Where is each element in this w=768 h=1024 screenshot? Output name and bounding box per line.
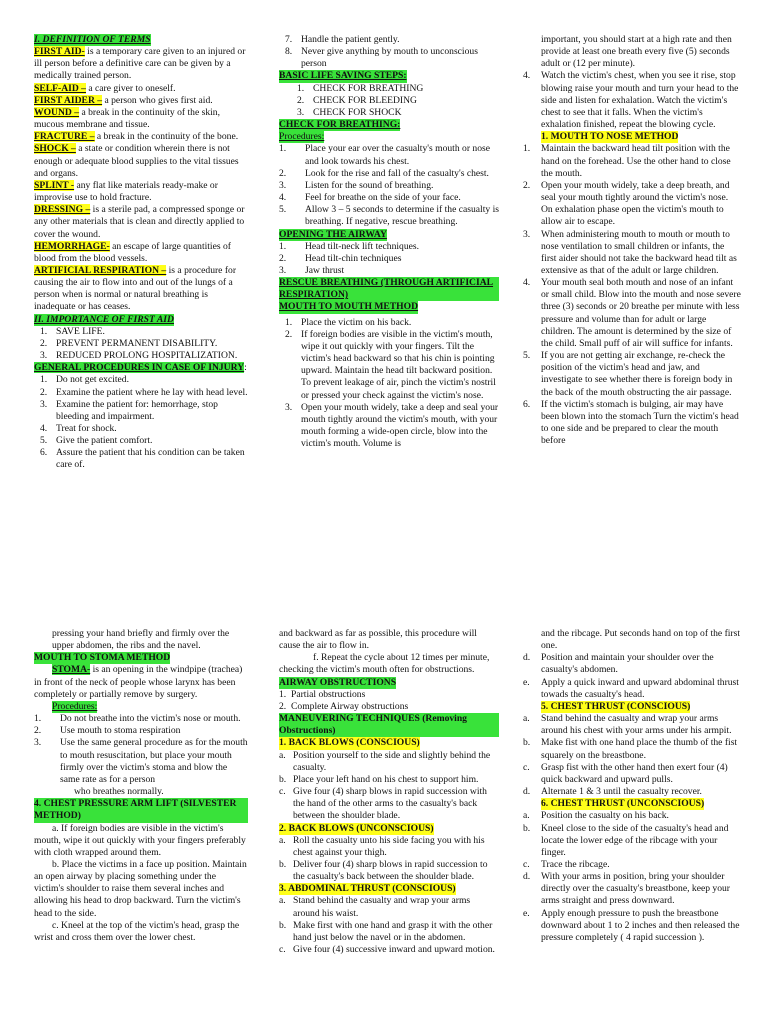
list-marker: 1. [40,325,48,337]
list-item [523,713,741,737]
list-item [523,810,741,822]
list-text: Place your left hand on his chest to support him. [293,773,479,785]
list-text: Stand behind the casualty and wrap your arms around his waist. [293,895,471,919]
list-item [523,823,741,859]
list-text: Give four (4) sharp blows in rapid succession with the hand of the other arms to the casualty's back between the shoulder blade. [293,786,487,822]
list-text: Your mouth seal both mouth and nose of an infant or small child. Blow into the mouth and nose severe three (3) seconds or 20 breathe per minute with less pressure and volume than for adult or large children. The amount is determined by the size of the child. Small puff of air will suffice for infants. [541,277,741,349]
list-item [34,350,248,362]
list-item [523,229,741,278]
definition-text: a care giver to oneself. [85,82,176,94]
list-marker: 1. [279,688,287,700]
list-item [279,774,499,786]
list-text: Apply enough pressure to push the breastbone downward about 1 to 2 inches and then released the pressure completely ( 4 rapid succession ). [541,907,740,943]
definition-item [34,95,248,107]
list-marker: 2. [279,700,287,712]
list-marker: e. [523,676,530,688]
list-marker: d. [523,652,531,664]
list-marker: b. [279,858,287,870]
definition-item [34,46,248,82]
definition-term: FIRST AIDER – [34,94,103,106]
list-text: Use mouth to stoma respiration [60,725,181,737]
list-item [279,944,499,956]
list-text: When administering mouth to mouth or mouth to nose ventilation to small children or infants, the first aider should not take the backward head tilt as extensive as that of the adult or large children. [541,228,737,276]
abdominal-thrust-list [279,895,499,956]
list-marker: a. [523,713,530,725]
list-text: Do not get excited. [56,374,129,386]
list-marker: c. [279,944,286,956]
continued-paragraph: and backward as far as possible, this procedure will cause the air to flow in. [279,628,477,652]
list-text: Apply a quick inward and upward abdominal thrust towads the casualty's head. [541,676,739,700]
list-item [523,762,741,786]
mouth-to-stoma-tail: who breathes normally. [74,786,164,798]
airway-obstructions-list [279,689,499,713]
list-marker: 3. [285,401,293,413]
list-text: Use the same general procedure as for the mouth to mouth resuscitation, but place your mouth firmly over the victim's stoma and blow the same rate as for a person [60,737,248,785]
list-item [523,350,741,399]
list-marker: c. [279,786,286,798]
chest-thrust-unconscious-list [523,810,741,944]
list-item [279,835,499,859]
definition-term: FRACTURE – [34,131,95,143]
definition-item [34,180,248,204]
list-marker: b. [279,919,287,931]
list-text: Position and maintain your shoulder over the casualty's abdomen. [541,652,714,676]
definition-item [34,204,248,240]
list-item [34,326,248,338]
chest-pressure-step-f: f. Repeat the cycle about 12 times per minute, checking the victim's mouth often for obstructions. [279,652,490,676]
mouth-to-mouth-list [279,317,499,451]
top-column-2 [279,34,499,450]
check-breathing-list [279,143,499,228]
definition-text: a break in the continuity of the bone. [94,131,239,143]
section-heading-abdominal-thrust: 3. ABDOMINAL THRUST (CONSCIOUS) [279,883,456,895]
section-heading-chest-thrust-conscious: 5. CHEST THRUST (CONSCIOUS) [541,700,691,712]
mouth-to-nose-list [523,143,741,447]
procedures-label: Procedures: [279,131,325,143]
list-item [279,402,499,451]
list-marker: 1. [279,143,287,155]
list-marker: 2. [523,179,531,191]
chest-pressure-step-b: b. Place the victims in a face up position. Maintain an open airway by placing something under the victim's shoulder to raise them several inches and allowing his head to drop backward. Turn the victim's head to the side. [34,858,247,919]
general-procedures-list-continued [279,34,499,70]
list-item [279,34,499,46]
list-item [279,265,499,277]
definition-text: a state or condition wherein there is not enough or adequate blood supplies to the vital tissues and organs. [34,143,239,179]
top-column-1 [34,34,248,472]
importance-list [34,326,248,362]
mouth-to-stoma-list [34,713,248,786]
list-marker: 2. [40,386,48,398]
list-text: Handle the patient gently. [301,34,400,45]
list-item [523,871,741,907]
list-item [523,180,741,229]
list-text: Feel for breathe on the side of your face. [305,192,461,204]
definition-item [34,265,248,314]
list-text: Look for the rise and fall of the casualty's chest. [305,167,489,179]
chest-thrust-conscious-list [523,713,741,798]
bottom-column-3 [523,628,741,944]
list-marker: 3. [297,106,305,118]
list-marker: b. [523,822,531,834]
list-item [523,70,741,131]
list-item [34,737,248,786]
list-marker: 8. [285,46,293,58]
list-item [34,338,248,350]
list-marker: 2. [279,167,287,179]
back-blows-conscious-list [279,750,499,823]
section-heading-airway-obstructions: AIRWAY OBSTRUCTIONS [279,676,397,688]
continued-paragraph: important, you should start at a high rate and then provide at least one breath every five (5) seconds adult or (12 per minute). [541,34,732,70]
list-marker: 2. [34,725,42,737]
list-item [34,447,248,471]
list-marker: e. [523,907,530,919]
continued-paragraph: pressing your hand briefly and firmly over the upper abdomen, the ribs and the navel. [52,628,230,652]
list-marker: 6. [40,447,48,459]
section-heading-chest-pressure: 4. CHEST PRESSURE ARM LIFT (SILVESTER METHOD) [34,798,248,822]
list-marker: 2. [279,252,287,264]
definition-item [34,143,248,179]
list-text: If foreign bodies are visible in the victim's mouth, wipe it out quickly with your fingers. Tilt the victim's head backward so that his chin is pointing upward. Maintain the head tilt backward position. To prevent leakage of air, pinch the victim's nostril or pressed your check against the victim's nose. [301,328,496,401]
list-text: SAVE LIFE. [56,325,105,337]
list-text: Trace the ribcage. [541,858,610,870]
list-item [34,725,248,737]
list-marker: c. [523,858,530,870]
section-heading-mouth-to-stoma: MOUTH TO STOMA METHOD [34,652,171,664]
definition-text: a person who gives first aid. [102,94,213,106]
list-item [279,253,499,265]
definition-item [34,131,248,143]
list-text: Alternate 1 & 3 until the casualty recover. [541,786,702,798]
section-heading-maneuvering: MANEUVERING TECHNIQUES (Removing Obstructions) [279,713,499,737]
list-marker: a. [279,834,286,846]
list-item [34,399,248,423]
list-text: Allow 3 – 5 seconds to determine if the casualty is breathing. If negative, rescue breathing. [305,204,499,228]
list-marker: a. [279,749,286,761]
procedures-label: Procedures: [52,700,98,712]
list-marker: 2. [285,328,293,340]
chest-pressure-step-a: a. If foreign bodies are visible in the victim's mouth, wipe it out quickly with your fingers preferably with cloth wrapped around them. [34,822,246,858]
definition-item [34,241,248,265]
list-text: Make fist with one hand place the thumb of the fist squarely on the breastbone. [541,737,738,761]
list-marker: 5. [523,350,531,362]
abdominal-thrust-list-continued [523,652,741,701]
list-text: Position yourself to the side and slightly behind the casualty. [293,749,491,773]
list-item [523,677,741,701]
list-text: Open your mouth widely, take a deep and seal your mouth tightly around the victim's mouth, with your mouth forming a wide-open circle, blow into the victim's mouth. Volume is [301,401,499,450]
list-item [523,859,741,871]
list-item [34,713,248,725]
list-item [523,786,741,798]
list-item [279,241,499,253]
list-item [279,701,499,713]
section-heading-mouth-to-nose: 1. MOUTH TO NOSE METHOD [541,131,679,143]
definition-text: is a sterile pad, a compressed sponge or any other materials that is clean and directly applied to cover the wound. [34,204,245,240]
list-marker: 3. [40,350,48,362]
list-text: Give four (4) successive inward and upward motion. [293,944,495,956]
list-text: Grasp fist with the other hand then exert four (4) quick backward and upward pulls. [541,761,728,785]
list-marker: 3. [34,737,42,749]
list-marker: 4. [279,192,287,204]
list-text: CHECK FOR SHOCK [313,106,402,118]
list-text: Give the patient comfort. [56,435,153,447]
section-heading-basic-life-saving: BASIC LIFE SAVING STEPS: [279,70,407,82]
definition-term: HEMORRHAGE- [34,240,110,252]
general-procedures-list [34,374,248,471]
list-marker: a. [279,895,286,907]
list-item [523,652,741,676]
definition-term: SELF-AID – [34,82,86,94]
top-column-3 [523,34,741,447]
list-item [34,435,248,447]
list-item [34,387,248,399]
definition-text: a break in the continuity of the skin, mucous membrane and tissue. [34,106,220,131]
list-item [279,95,499,107]
list-text: Partial obstructions [291,688,366,700]
list-marker: 1. [297,82,305,94]
definition-text: is a temporary care given to an injured or ill person before a definitive care can be given by a medically trained person. [34,46,246,82]
section-heading-general-procedures: GENERAL PROCEDURES IN CASE OF INJURY: [34,362,247,374]
list-marker: a. [523,810,530,822]
definition-text: any flat like materials ready-make or improvise use to hold fracture. [34,179,218,204]
section-heading-back-blows-unconscious: 2. BACK BLOWS (UNCONSCIOUS) [279,822,434,834]
list-text: Deliver four (4) sharp blows in rapid succession to the casualty's back between the shoulder blade. [293,858,488,883]
list-marker: 6. [523,398,531,410]
list-marker: 1. [523,143,531,155]
list-text: Head tilt-chin techniques [305,252,402,264]
definition-term: ARTIFICIAL RESPIRATION – [34,264,167,276]
list-text: REDUCED PROLONG HOSPITALIZATION. [56,350,238,362]
list-marker: b. [523,737,531,749]
back-blows-unconscious-list [279,835,499,884]
list-item [279,143,499,167]
list-item [523,908,741,944]
list-item [279,192,499,204]
list-text: If you are not getting air exchange, re-check the position of the victim's head and jaw, and investigate to see whether there is foreign body in the back of the mouth obstructing the air passage. [541,350,733,398]
list-text: Complete Airway obstructions [291,700,409,712]
definition-item [34,107,248,131]
list-text: Make first with one hand and grasp it with the other hand just below the navel or in the abdomen. [293,919,493,943]
continued-paragraph: and the ribcage. Put seconds hand on top of the first one. [541,628,741,652]
list-text: Stand behind the casualty and wrap your arms around his chest with your arms under his armpit. [541,713,732,737]
list-marker: 3. [279,264,287,276]
list-text: CHECK FOR BLEEDING [313,94,417,106]
list-marker: 4. [523,70,531,82]
list-marker: d. [523,786,531,798]
list-item [279,180,499,192]
stoma-term: STOMA- [52,664,91,676]
section-heading-importance: II. IMPORTANCE OF FIRST AID [34,313,174,325]
list-text: Maintain the backward head tilt position with the hand on the forehead. Use the other hand to close the mouth. [541,143,731,179]
list-marker: 4. [523,277,531,289]
list-item [279,83,499,95]
list-marker: 3. [40,398,48,410]
section-heading-chest-thrust-unconscious: 6. CHEST THRUST (UNCONSCIOUS) [541,798,705,810]
list-marker: 3. [523,228,531,240]
bottom-column-1 [34,628,248,944]
list-item [279,317,499,329]
list-item [34,374,248,386]
list-item [279,689,499,701]
list-item [279,786,499,822]
list-marker: 2. [297,94,305,106]
list-marker: d. [523,871,531,883]
mouth-to-mouth-list-continued [523,70,741,131]
list-text: Examine the patient where he lay with head level. [56,386,248,398]
list-item [523,737,741,761]
list-item [279,46,499,70]
list-text: Listen for the sound of breathing. [305,179,434,191]
list-text: Kneel close to the side of the casualty's head and locate the lower edge of the ribcage with your finger. [541,822,729,858]
list-marker: 2. [40,337,48,349]
list-marker: 1. [40,374,48,386]
list-marker: 1. [279,240,287,252]
list-item [279,204,499,228]
list-marker: 7. [285,34,293,45]
definition-term: FIRST AID- [34,46,85,58]
list-marker: 1. [285,316,293,328]
list-marker: 4. [40,423,48,434]
list-text: PREVENT PERMANENT DISABILITY. [56,337,218,349]
bottom-column-2 [279,628,499,956]
stoma-definition: STOMA- is an opening in the windpipe (trachea) in front of the neck of people whose larynx has been completely or partially remove by surgery. [34,664,243,700]
definition-item [34,83,248,95]
list-item [279,107,499,119]
list-item [279,168,499,180]
list-marker: 1. [34,713,42,725]
list-item [34,423,248,435]
list-item [279,750,499,774]
list-marker: 5. [40,435,48,447]
list-text: Do not breathe into the victim's nose or mouth. [60,713,241,725]
definition-term: SPLINT - [34,179,75,191]
opening-airway-list [279,241,499,277]
list-item [523,399,741,448]
section-heading-definition: I. DEFINITION OF TERMS [34,34,151,45]
section-heading-mouth-to-mouth: MOUTH TO MOUTH METHOD [279,301,419,313]
definition-term: WOUND – [34,106,80,118]
list-text: Treat for shock. [56,423,117,434]
list-item [279,920,499,944]
list-text: If the victim's stomach is bulging, air may have been blown into the stomach Turn the victim's head to one side and be prepared to clear the mouth before [541,398,739,447]
list-text: Place your ear over the casualty's mouth or nose and look towards his chest. [305,143,491,167]
section-heading-opening-airway: OPENING THE AIRWAY [279,228,387,240]
basic-steps-list [279,83,499,119]
list-item [279,329,499,402]
list-marker: b. [279,773,287,785]
section-heading-check-breathing: CHECK FOR BREATHING: [279,119,401,131]
list-text: Open your mouth widely, take a deep breath, and seal your mouth tightly around the victim's nose. On exhalation phase open the victim's mouth to allow air to escape. [541,179,730,228]
list-item [279,859,499,883]
list-text: Watch the victim's chest, when you see it rise, stop blowing raise your mouth and turn your head to the side and listen for exhalation. Watch the victim's chest to see that it falls. When the victim's exhalation finished, repeat the blowing cycle. [541,70,739,131]
section-heading-rescue-breathing: RESCUE BREATHING (THROUGH ARTIFICIAL RESPIRATION) [279,277,499,301]
list-text: Never give anything by mouth to unconscious person [301,46,478,70]
list-text: Head tilt-neck lift techniques. [305,240,420,252]
definition-term: DRESSING – [34,204,91,216]
list-text: Jaw thrust [305,264,345,276]
list-marker: 3. [279,179,287,191]
definition-text: is a procedure for causing the air to flow into and out of the lungs of a person when is normal or natural breathing is inadequate or has ceases. [34,264,237,313]
chest-pressure-step-c: c. Kneel at the top of the victim's head, grasp the wrist and cross them over the lower chest. [34,919,240,943]
list-item [523,277,741,350]
list-text: Assure the patient that his condition can be taken care of. [56,447,245,471]
list-text: Position the casualty on his back. [541,810,669,822]
list-marker: 5. [279,204,287,216]
list-text: Examine the patient for: hemorrhage, stop bleeding and impairment. [56,398,218,422]
list-item [279,895,499,919]
list-text: Roll the casualty unto his side facing you with his chest against your thigh. [293,834,485,858]
list-marker: c. [523,761,530,773]
section-heading-back-blows-conscious: 1. BACK BLOWS (CONSCIOUS) [279,737,420,749]
definition-term: SHOCK – [34,143,76,155]
list-text: With your arms in position, bring your shoulder directly over the casualty's breastbone, keep your arms straight and press downward. [541,871,731,907]
definition-text: an escape of large quantities of blood from the blood vessels. [34,240,231,264]
list-text: Place the victim on his back. [301,316,412,328]
definition-list [34,46,248,313]
list-item [523,143,741,179]
list-text: CHECK FOR BREATHING [313,82,424,94]
